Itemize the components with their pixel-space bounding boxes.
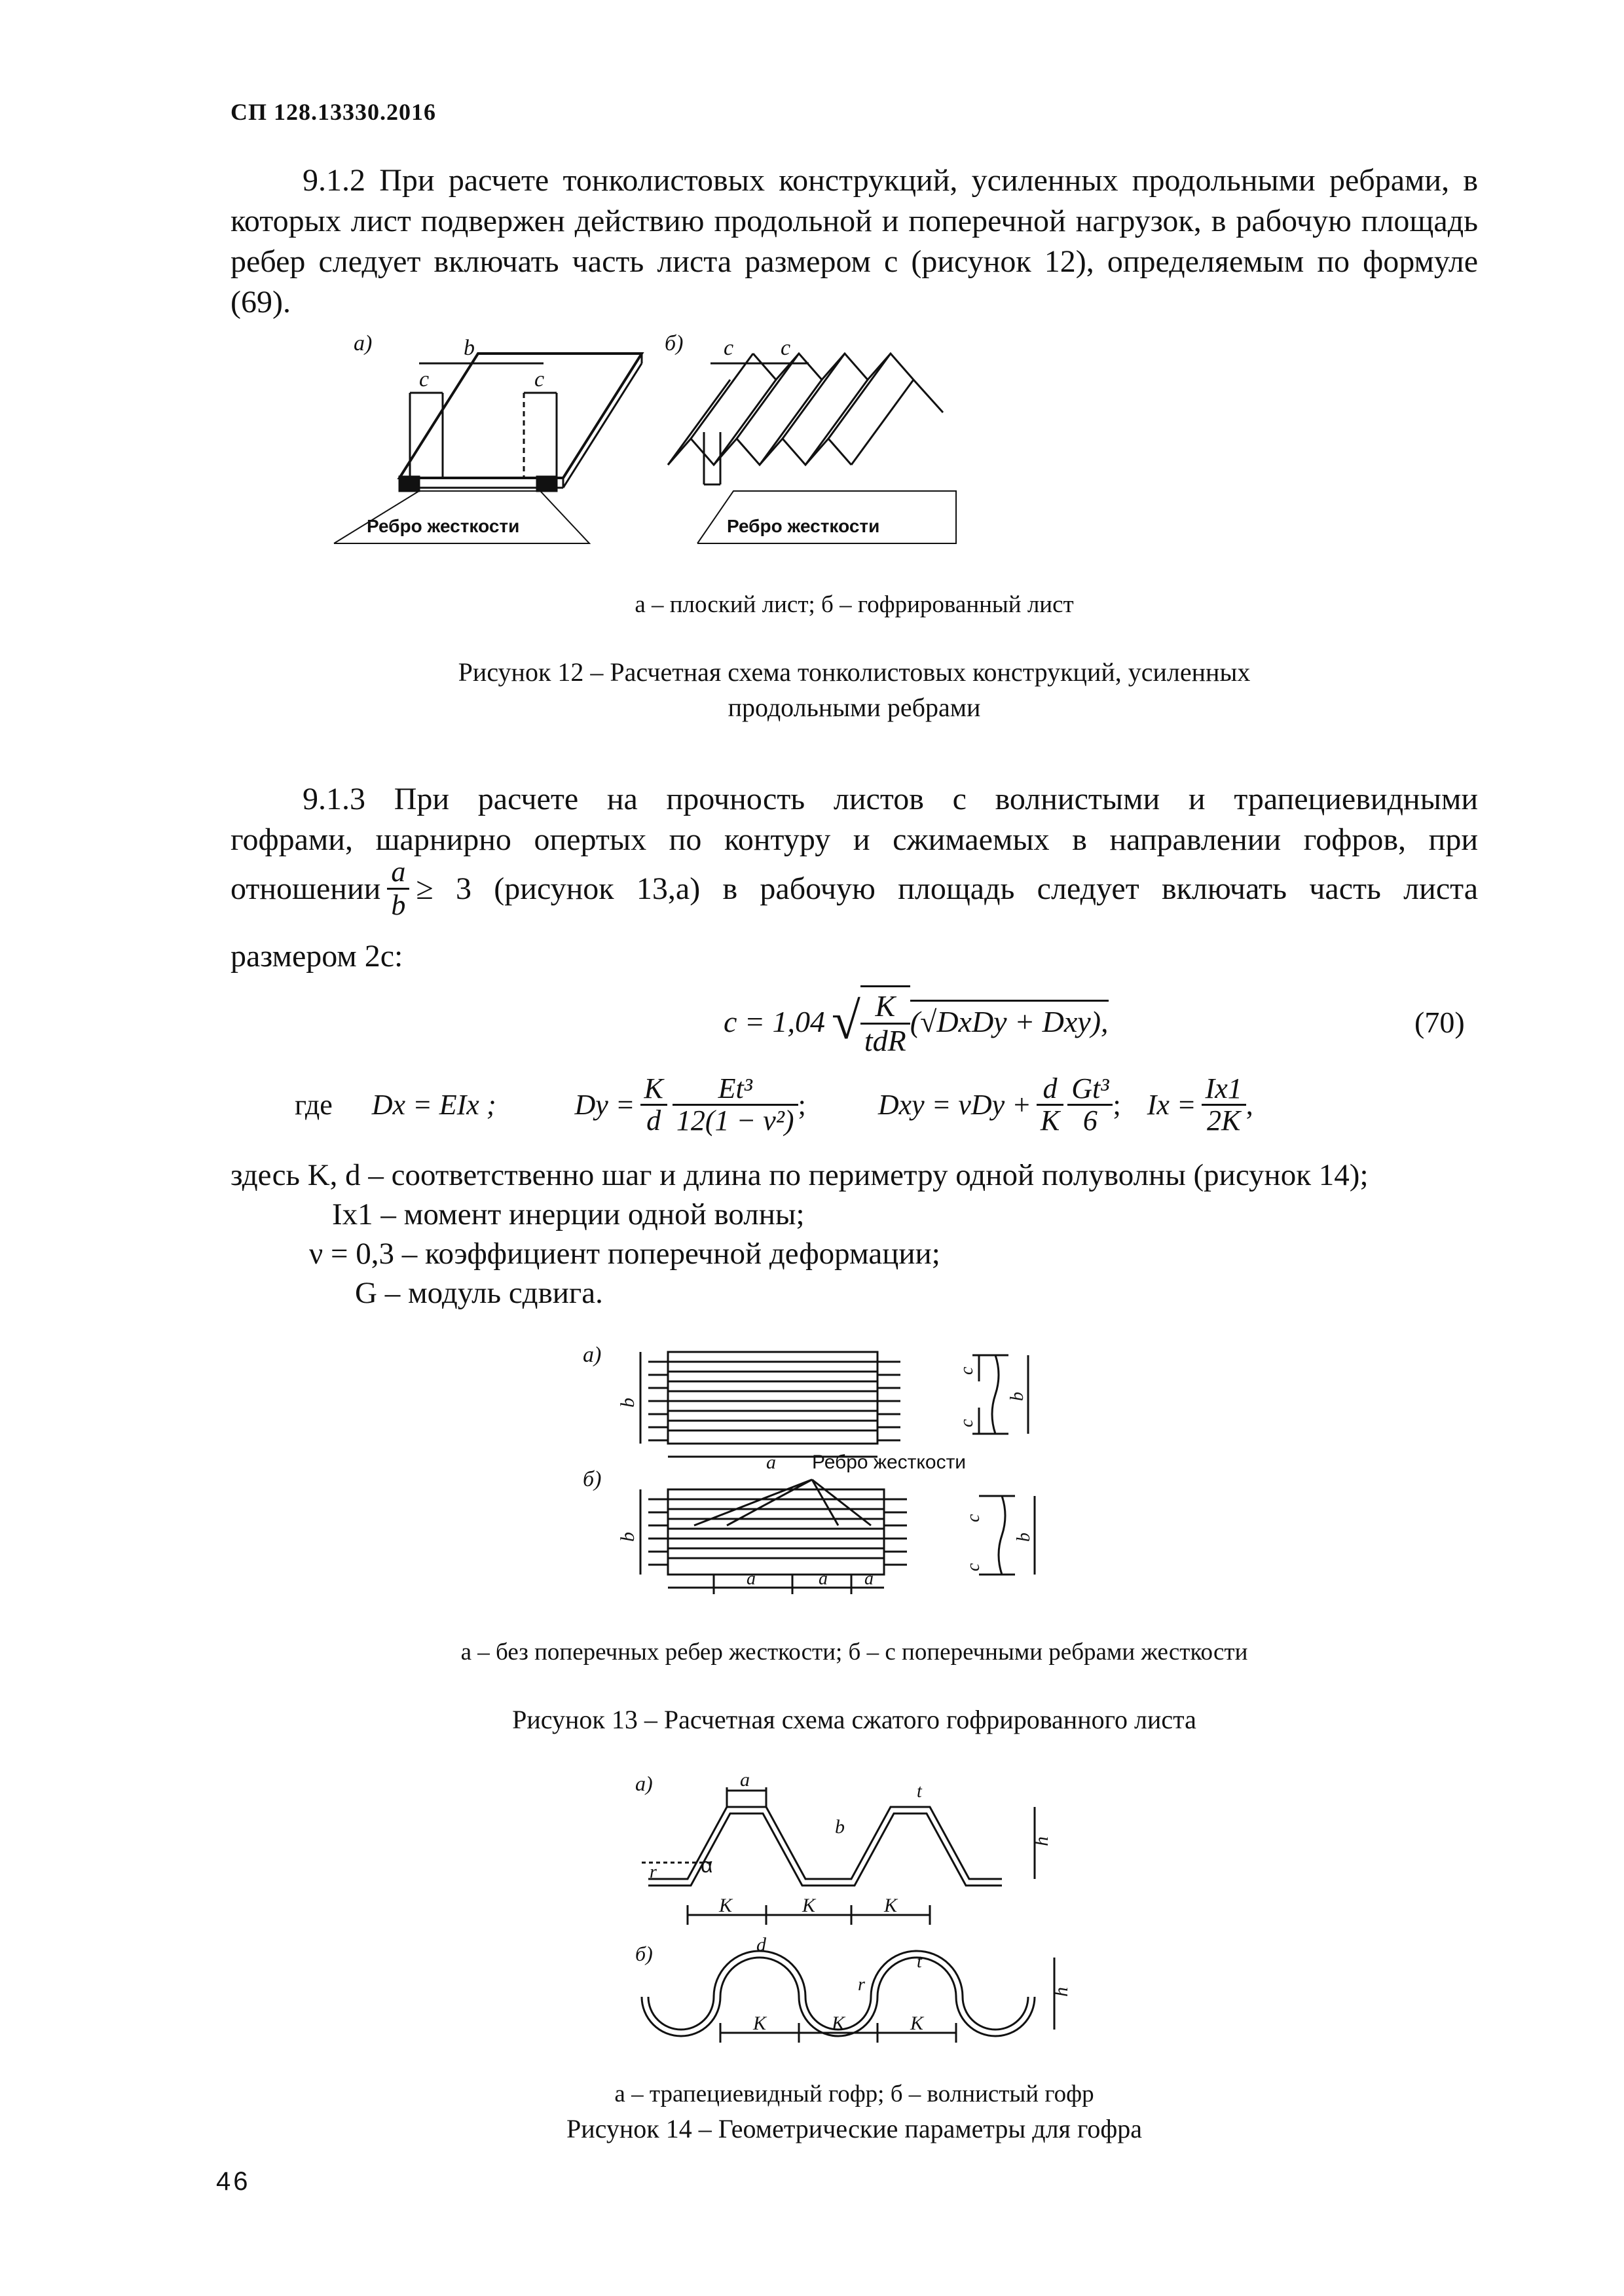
figure-12-dim-c-3: c — [724, 336, 734, 360]
figure-14-caption: Рисунок 14 – Геометрические параметры для гофра — [566, 2114, 1143, 2143]
dy-k-fraction — [640, 1074, 667, 1136]
figure-14-dim-K-4: K — [753, 2013, 767, 2034]
figure-12-dim-b: b — [464, 336, 475, 360]
ix-den: 2K — [1206, 1104, 1241, 1137]
where-word: где — [295, 1089, 333, 1121]
formula-70-number: (70) — [1414, 1006, 1465, 1039]
ratio-fraction — [387, 856, 409, 921]
figure-13a-dim-a: a — [766, 1451, 776, 1473]
figure-14-dim-h-a: h — [1031, 1836, 1052, 1846]
flat-sheet — [399, 354, 642, 478]
paragraph-9-1-3-line-2: гофрами, шарнирно опертых по контуру и сжимаемых в направлении гофров, при — [231, 822, 1478, 857]
figure-12-dim-c-4: c — [781, 336, 791, 360]
figure-14-dim-b: b — [835, 1816, 845, 1838]
paragraph-9-1-2: 9.1.2 При расчете тонколистовых конструкций, усиленных продольными ребрами, в которых лист подвержен действию продольной и поперечной нагрузок, в рабочую площадь ребер следует включать часть листа размером с (рисунок 12), определяемым по формуле (69). — [231, 163, 1478, 319]
ratio-numerator: a — [387, 856, 409, 890]
dxy-g-den: 6 — [1082, 1104, 1098, 1137]
page-number: 46 — [216, 2167, 251, 2196]
figure-14-dim-d: d — [756, 1934, 766, 1956]
figure-12-diagram — [327, 327, 982, 550]
formula-70 — [724, 985, 1109, 1057]
rib-left — [399, 477, 419, 491]
dxy-d-num: d — [1037, 1074, 1063, 1106]
figure-13a-dim-c-2: c — [957, 1419, 977, 1427]
figure-13b-dim-c-2: c — [963, 1563, 984, 1571]
figure-14-dim-r-b: r — [858, 1975, 865, 1995]
sqrt-sign: √ — [831, 992, 860, 1050]
formula-70-numerator: K — [860, 990, 910, 1025]
figure-13b-dim-a-1: a — [747, 1569, 756, 1589]
wave-profile — [642, 1951, 1054, 2043]
dx-definition: Dx = EIx ; — [371, 1089, 496, 1121]
figure-12-label-a: а) — [354, 331, 373, 355]
figure-14-dim-t-a: t — [917, 1781, 922, 1802]
ratio-rest: ≥ 3 (рисунок 13,а) в рабочую площадь следует включать часть листа — [416, 871, 1478, 906]
dy-k-den: d — [646, 1104, 661, 1137]
definition-nu: ν = 0,3 – коэффициент поперечной деформации; — [309, 1237, 940, 1271]
rib-right — [537, 477, 557, 491]
definitions-list — [231, 1156, 1478, 1313]
figure-13b-dim-a-2: a — [819, 1569, 828, 1589]
figure-14-label-a: а) — [635, 1772, 653, 1795]
figure-14-dim-r-a: r — [650, 1862, 657, 1882]
ratio-prefix: отношении — [231, 871, 381, 906]
figure-12-caption-line-2: продольными ребрами — [728, 693, 981, 722]
definition-G: G – модуль сдвига. — [355, 1276, 603, 1310]
figure-13a-dim-b: b — [617, 1398, 638, 1408]
figure-13b-dim-c-1: c — [963, 1514, 984, 1522]
dy-k-num: K — [640, 1074, 667, 1106]
dxy-d-den: K — [1040, 1104, 1060, 1137]
figure-12-dim-c-2: c — [534, 367, 545, 392]
ix-num: Ix1 — [1202, 1074, 1246, 1106]
dy-den: 12(1 − ν²) — [676, 1104, 794, 1137]
figure-14-dim-K-6: K — [910, 2013, 924, 2034]
figure-13a-sheet — [640, 1352, 900, 1457]
figure-13-rib-label: Ребро жесткости — [812, 1451, 967, 1473]
figure-14-dim-K-5: K — [832, 2013, 845, 2034]
dxy-lhs: Dxy = νDy + — [877, 1089, 1031, 1121]
paragraph-9-1-3-line-4: размером 2c: — [231, 939, 403, 974]
where-line — [295, 1074, 1253, 1136]
figure-13b-dim-b-2: b — [1014, 1533, 1034, 1542]
dxy-d-fraction — [1037, 1074, 1063, 1136]
figure-13b-dim-b: b — [617, 1532, 638, 1542]
figure-14-dim-K-2: K — [802, 1895, 816, 1916]
figure-13b-dim-a-3: a — [864, 1569, 874, 1589]
ix-lhs: Ix = — [1147, 1089, 1196, 1121]
paragraph-9-1-3-line-1: 9.1.3 При расчете на прочность листов с волнистыми и трапециевидными — [303, 782, 1478, 816]
formula-70-lhs: c = 1,04 — [724, 1004, 825, 1038]
figure-12-legend: а – плоский лист; б – гофрированный лист — [635, 591, 1074, 618]
dxy-g-num: Gt³ — [1067, 1074, 1113, 1106]
figure-14-dim-K-3: K — [884, 1895, 898, 1916]
figure-14-dim-K-1: K — [719, 1895, 733, 1916]
figure-12-dim-c-1: c — [419, 367, 430, 392]
figure-13-caption: Рисунок 13 – Расчетная схема сжатого гофрированного листа — [512, 1705, 1196, 1734]
ix-end: , — [1246, 1089, 1253, 1121]
figure-12-label-b: б) — [665, 331, 684, 355]
figure-14-diagram — [635, 1768, 1072, 2082]
figure-13a-dim-b-2: b — [1007, 1392, 1027, 1401]
formula-70-fraction — [860, 985, 910, 1057]
dxy-end: ; — [1113, 1089, 1121, 1121]
figure-13-diagram — [576, 1336, 1113, 1597]
figure-13a-dim-c-1: c — [957, 1366, 977, 1375]
definition-K-d: здесь K, d – соответственно шаг и длина по периметру одной полуволны (рисунок 14); — [231, 1158, 1369, 1192]
figure-14-legend: а – трапециевидный гофр; б – волнистый гофр — [614, 2081, 1094, 2107]
figure-14-dim-t-b: t — [917, 1952, 922, 1972]
figure-14-dim-h-b: h — [1050, 1987, 1072, 1997]
dy-end: ; — [798, 1089, 806, 1121]
dy-num: Et³ — [673, 1074, 798, 1106]
document-code-header: СП 128.13330.2016 — [231, 99, 436, 125]
figure-13-label-b: б) — [583, 1467, 602, 1491]
dxy-g-fraction — [1067, 1074, 1113, 1136]
figure-13-legend: а – без поперечных ребер жесткости; б – с поперечными ребрами жесткости — [460, 1639, 1248, 1666]
figure-12-rib-label-b: Ребро жесткости — [727, 516, 880, 536]
ratio-denominator: b — [391, 889, 406, 921]
figure-12-rib-label-a: Ребро жесткости — [367, 516, 520, 536]
figure-14-dim-alpha: α — [701, 1853, 713, 1877]
figure-14-dim-a: a — [740, 1769, 750, 1791]
paragraph-9-1-3-line-3 — [231, 856, 1478, 921]
formula-70-bracket: (√DxDy + Dxy), — [910, 1000, 1109, 1039]
dy-fraction — [673, 1074, 798, 1136]
formula-70-denominator: tdR — [864, 1024, 906, 1057]
dy-lhs: Dy = — [574, 1089, 635, 1121]
figure-14-label-b: б) — [635, 1942, 653, 1965]
corrugated-sheet — [668, 354, 943, 484]
ix-fraction — [1202, 1074, 1246, 1136]
figure-13-label-a: а) — [583, 1343, 602, 1367]
figure-12-caption-line-1: Рисунок 12 – Расчетная схема тонколистовых конструкций, усиленных — [458, 657, 1251, 687]
definition-Ix1: Ix1 – момент инерции одной волны; — [332, 1197, 805, 1231]
